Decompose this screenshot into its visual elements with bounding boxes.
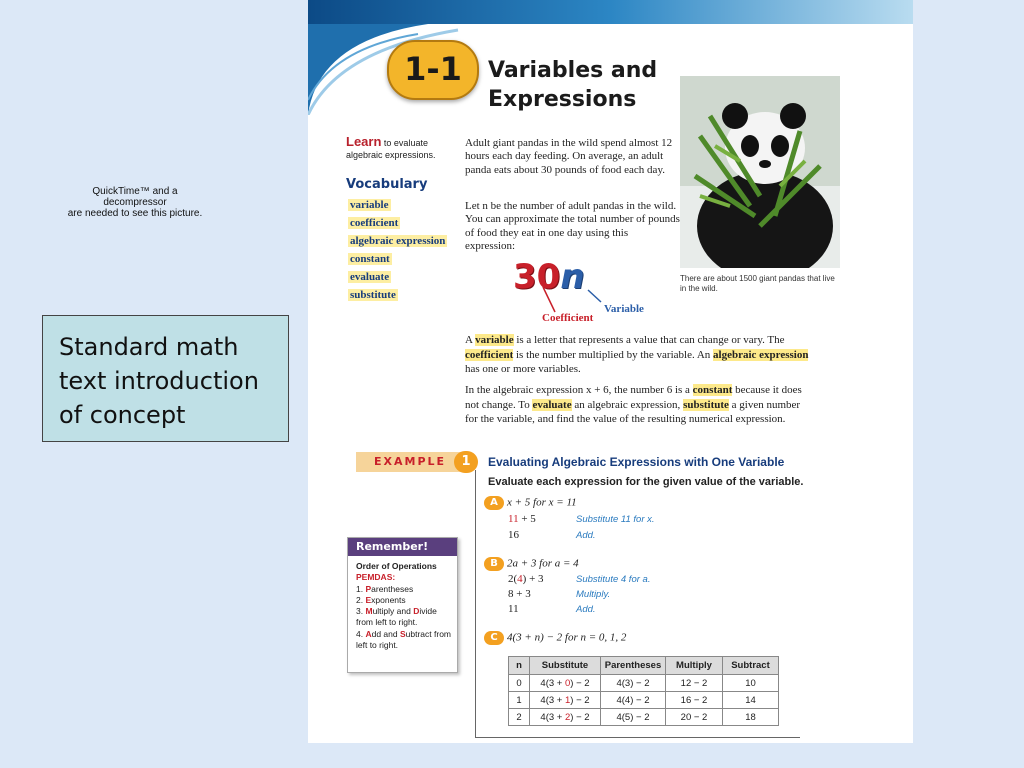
substituted-value: 1: [564, 694, 571, 706]
table-cell: 4(5) − 2: [601, 709, 666, 726]
lesson-number: 1-1: [404, 50, 462, 88]
example-divider-horizontal: [475, 737, 800, 738]
cell-text: ) − 2: [570, 694, 590, 706]
learn-word: Learn: [346, 134, 382, 149]
slide-note-box: Standard math text introduction of concept: [42, 315, 289, 442]
vocab-item: [348, 196, 447, 214]
item-text: xponents: [371, 594, 406, 605]
table-header-row: [509, 657, 779, 675]
substituted-value: 0: [564, 677, 571, 689]
part-letter-badge: A: [484, 496, 504, 510]
table-cell: 1: [509, 692, 530, 709]
vocabulary-heading: Vocabulary: [346, 177, 428, 192]
part-c-expression: 4(3 + n) − 2 for n = 0, 1, 2: [507, 631, 627, 644]
item-text: ubtract from left to right.: [356, 628, 452, 651]
vocab-term: evaluate: [350, 271, 390, 283]
vocab-item: [348, 250, 447, 268]
table-cell: 2: [509, 709, 530, 726]
cell-text: 4(3 +: [540, 711, 565, 723]
def-text: an algebraic expression,: [571, 398, 684, 411]
textbook-page: [308, 0, 913, 743]
part-b-step-2: 8 + 3: [508, 588, 531, 600]
quicktime-line-3: are needed to see this picture.: [67, 208, 203, 219]
example-divider-vertical: [475, 470, 476, 738]
table-row: [509, 692, 779, 709]
part-letter-badge: C: [484, 631, 504, 645]
remember-heading: Order of Operations: [356, 561, 437, 571]
lesson-title-line-2: Expressions: [488, 87, 637, 112]
vocab-item: [348, 268, 447, 286]
quicktime-placeholder: [40, 186, 230, 219]
example-number-badge: 1: [454, 451, 478, 473]
substituted-value: 4: [517, 573, 523, 585]
step-text: ) + 3: [522, 573, 544, 585]
def-text: has one or more variables.: [465, 363, 581, 375]
vocab-term: algebraic expression: [350, 235, 446, 247]
quicktime-line-1: QuickTime™ and a: [92, 186, 178, 197]
variable-label: Variable: [604, 303, 644, 315]
vocab-term: substitute: [350, 289, 396, 301]
part-c-prompt: [484, 631, 626, 645]
cell-text: ) − 2: [570, 711, 590, 723]
table-cell: 4(3) − 2: [601, 675, 666, 692]
photo-caption: There are about 1500 giant pandas that live in the wild.: [680, 274, 835, 293]
evaluation-table: [508, 656, 779, 726]
item-number: 4.: [356, 628, 364, 639]
substituted-value: 11: [508, 513, 519, 525]
item-letter: D: [413, 606, 420, 617]
item-text: ultiply and: [372, 606, 411, 617]
vocab-item: [348, 286, 447, 304]
def-text: is a letter that represents a value that can change or vary. The: [513, 334, 785, 346]
part-b-comment-1: Substitute 4 for a.: [576, 574, 651, 585]
table-cell: 10: [723, 675, 779, 692]
item-letter: P: [365, 583, 372, 594]
table-cell: 14: [723, 692, 779, 709]
lesson-title: [488, 56, 688, 114]
item-number: 3.: [356, 606, 364, 617]
table-cell: [530, 709, 601, 726]
item-text: arentheses: [371, 583, 414, 594]
part-a-prompt: [484, 496, 577, 510]
lesson-title-line-1: Variables and: [488, 58, 658, 83]
highlight-evaluate: evaluate: [532, 398, 572, 411]
coefficient-label: Coefficient: [542, 312, 594, 324]
item-letter: E: [365, 594, 372, 605]
def-text: A: [465, 334, 473, 346]
part-a-comment-2: Add.: [576, 530, 596, 541]
substituted-value: 2: [564, 711, 571, 723]
part-b-expression: 2a + 3 for a = 4: [507, 557, 579, 570]
step-text: 2(: [508, 573, 518, 585]
def-text: is the number multiplied by the variable. An: [513, 348, 714, 361]
table-header: n: [509, 657, 530, 675]
highlight-variable: variable: [475, 334, 514, 346]
remember-item: [356, 584, 456, 595]
part-a-step-2: 16: [508, 529, 519, 541]
part-b-step-1: [508, 573, 544, 585]
panda-illustration: [680, 76, 840, 268]
item-letter: M: [365, 606, 373, 617]
part-b-step-3: 11: [508, 603, 519, 615]
vocab-term: coefficient: [350, 217, 399, 229]
table-cell: [530, 692, 601, 709]
lesson-number-badge: [387, 40, 479, 100]
highlight-constant: constant: [692, 384, 733, 396]
remember-item: [356, 629, 456, 652]
item-text: ivide from left to right.: [356, 606, 437, 628]
highlight-substitute: substitute: [683, 398, 729, 411]
quicktime-line-2: decompressor: [103, 197, 167, 208]
vocab-item: [348, 232, 447, 250]
def-text: because it does not change. To: [465, 384, 802, 411]
table-cell: 20 − 2: [666, 709, 723, 726]
part-b-comment-3: Add.: [576, 604, 596, 615]
table-header: Parentheses: [601, 657, 666, 675]
remember-title: Remember!: [348, 538, 457, 556]
example-label: EXAMPLE: [374, 455, 447, 468]
panda-photo: [680, 76, 840, 268]
vocab-term: constant: [350, 253, 390, 265]
table-header: Subtract: [723, 657, 779, 675]
table-cell: [530, 675, 601, 692]
table-cell: 4(4) − 2: [601, 692, 666, 709]
remember-body: [356, 561, 456, 651]
intro-paragraph-1: Adult giant pandas in the wild spend almost 12 hours each day feeding. On average, an adult panda eats about 30 pounds of food each day.: [465, 137, 673, 176]
remember-item: [356, 595, 456, 606]
def-text: a given number for the variable, and find the value of the resulting numerical expression.: [465, 398, 801, 425]
vocab-term: variable: [350, 199, 389, 211]
item-letter: A: [365, 628, 372, 639]
part-a-expression: x + 5 for x = 11: [507, 496, 577, 509]
table-row: [509, 675, 779, 692]
highlight-coefficient: coefficient: [465, 348, 514, 361]
part-b-prompt: [484, 557, 579, 571]
table-cell: 18: [723, 709, 779, 726]
cell-text: 4(3 +: [540, 694, 565, 706]
example-instruction: Evaluate each expression for the given value of the variable.: [488, 476, 804, 488]
intro-paragraph-2: Let n be the number of adult pandas in the wild. You can approximate the total number of pounds of food they eat in one day using this expression:: [465, 200, 680, 252]
table-header: Substitute: [530, 657, 601, 675]
expression-variable: n: [560, 257, 585, 297]
item-text: dd and: [371, 628, 400, 639]
cell-text: 4(3 +: [540, 677, 565, 689]
def-text: In the algebraic expression x + 6, the number 6 is a: [465, 384, 693, 396]
vocabulary-list: [348, 196, 447, 304]
part-letter-badge: B: [484, 557, 504, 571]
item-number: 1.: [356, 583, 364, 594]
table-row: [509, 709, 779, 726]
item-letter: S: [399, 628, 406, 639]
remember-box: [347, 537, 458, 673]
part-b-comment-2: Multiply.: [576, 589, 611, 600]
expression-coefficient: 30: [513, 257, 561, 297]
learn-text: to evaluate algebraic expressions.: [346, 138, 436, 160]
definition-paragraph-2: [465, 383, 815, 427]
example-title: Evaluating Algebraic Expressions with One Variable: [488, 455, 785, 469]
vocab-item: [348, 214, 447, 232]
learn-objective: [346, 136, 461, 161]
pemdas-label: PEMDAS:: [356, 572, 396, 583]
cell-text: ) − 2: [570, 677, 590, 689]
definition-paragraph-1: [465, 333, 815, 377]
part-a-step-1: [508, 513, 536, 525]
table-cell: 0: [509, 675, 530, 692]
item-number: 2.: [356, 594, 364, 605]
table-header: Multiply: [666, 657, 723, 675]
table-cell: 16 − 2: [666, 692, 723, 709]
step-text: + 5: [518, 513, 536, 525]
remember-item: [356, 606, 456, 629]
highlight-algebraic-expression: algebraic expression: [713, 348, 809, 361]
part-a-comment-1: Substitute 11 for x.: [576, 514, 655, 525]
table-cell: 12 − 2: [666, 675, 723, 692]
